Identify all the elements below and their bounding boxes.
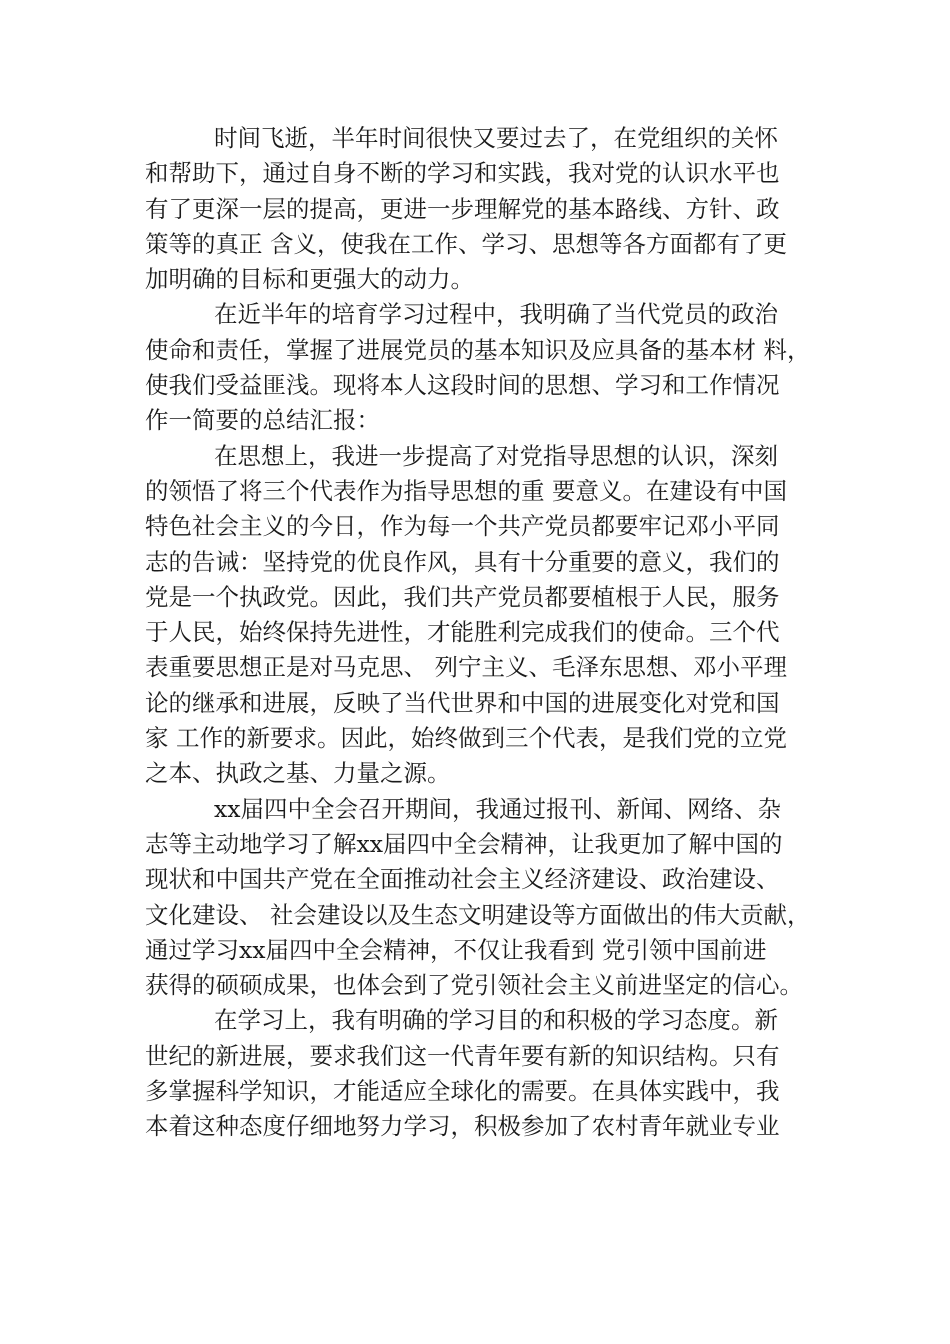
paragraph-plenum: [145, 792, 825, 1004]
text-line: 在学习上，我有明确的学习目的和积极的学习态度。新: [214, 1006, 778, 1035]
text-line: 世纪的新进展，要求我们这一代青年要有新的知识结构。只有: [145, 1041, 780, 1070]
text-line: xx届四中全会召开期间，我通过报刊、新闻、网络、杂: [214, 794, 782, 823]
text-line: 在近半年的培育学习过程中，我明确了当代党员的政治: [214, 300, 778, 329]
text-line: 使命和责任，掌握了进展党员的基本知识及应具备的基本材 料，: [145, 335, 811, 364]
text-line: 表重要思想正是对马克思、 列宁主义、毛泽东思想、邓小平理: [145, 653, 787, 682]
text-line: 之本、执政之基、力量之源。: [145, 759, 451, 788]
text-line: 论的继承和进展，反映了当代世界和中国的进展变化对党和国: [145, 688, 780, 717]
paragraph-thought: [145, 439, 825, 792]
text-line: 家 工作的新要求。因此，始终做到三个代表，是我们党的立党: [145, 724, 787, 753]
text-line: 获得的硕硕成果，也体会到了党引领社会主义前进坚定的信心。: [145, 971, 803, 1000]
text-line: 本着这种态度仔细地努力学习，积极参加了农村青年就业专业: [145, 1112, 780, 1141]
text-line: 党是一个执政党。因此，我们共产党员都要植根于人民，服务: [145, 582, 780, 611]
text-line: 志等主动地学习了解xx届四中全会精神，让我更加了解中国的: [145, 829, 783, 858]
paragraph-training: [145, 297, 825, 438]
text-line: 加明确的目标和更强大的动力。: [145, 265, 474, 294]
text-line: 在思想上，我进一步提高了对党指导思想的认识，深刻: [214, 441, 778, 470]
text-line: 多掌握科学知识，才能适应全球化的需要。在具体实践中，我: [145, 1077, 780, 1106]
text-line: 作一简要的总结汇报：: [145, 406, 380, 435]
paragraph-intro: [145, 121, 825, 297]
text-line: 特色社会主义的今日，作为每一个共产党员都要牢记邓小平同: [145, 512, 780, 541]
text-line: 使我们受益匪浅。现将本人这段时间的思想、学习和工作情况: [145, 371, 780, 400]
paragraph-study: [145, 1003, 825, 1144]
document-body: [145, 121, 825, 1145]
text-line: 策等的真正 含义，使我在工作、学习、思想等各方面都有了更: [145, 229, 787, 258]
text-line: 时间飞逝，半年时间很快又要过去了，在党组织的关怀: [214, 124, 778, 152]
text-line: 于人民，始终保持先进性，才能胜利完成我们的使命。三个代: [145, 618, 780, 647]
text-line: 现状和中国共产党在全面推动社会主义经济建设、政治建设、: [145, 865, 780, 894]
text-line: 的领悟了将三个代表作为指导思想的重 要意义。在建设有中国: [145, 476, 787, 505]
text-line: 有了更深一层的提高，更进一步理解党的基本路线、方针、政: [145, 194, 780, 223]
text-line: 和帮助下，通过自身不断的学习和实践，我对党的认识水平也: [145, 159, 780, 188]
text-line: 通过学习xx届四中全会精神，不仅让我看到 党引领中国前进: [145, 935, 767, 964]
text-line: 志的告诫：坚持党的优良作风，具有十分重要的意义，我们的: [145, 547, 780, 576]
text-line: 文化建设、 社会建设以及生态文明建设等方面做出的伟大贡献，: [145, 900, 811, 929]
